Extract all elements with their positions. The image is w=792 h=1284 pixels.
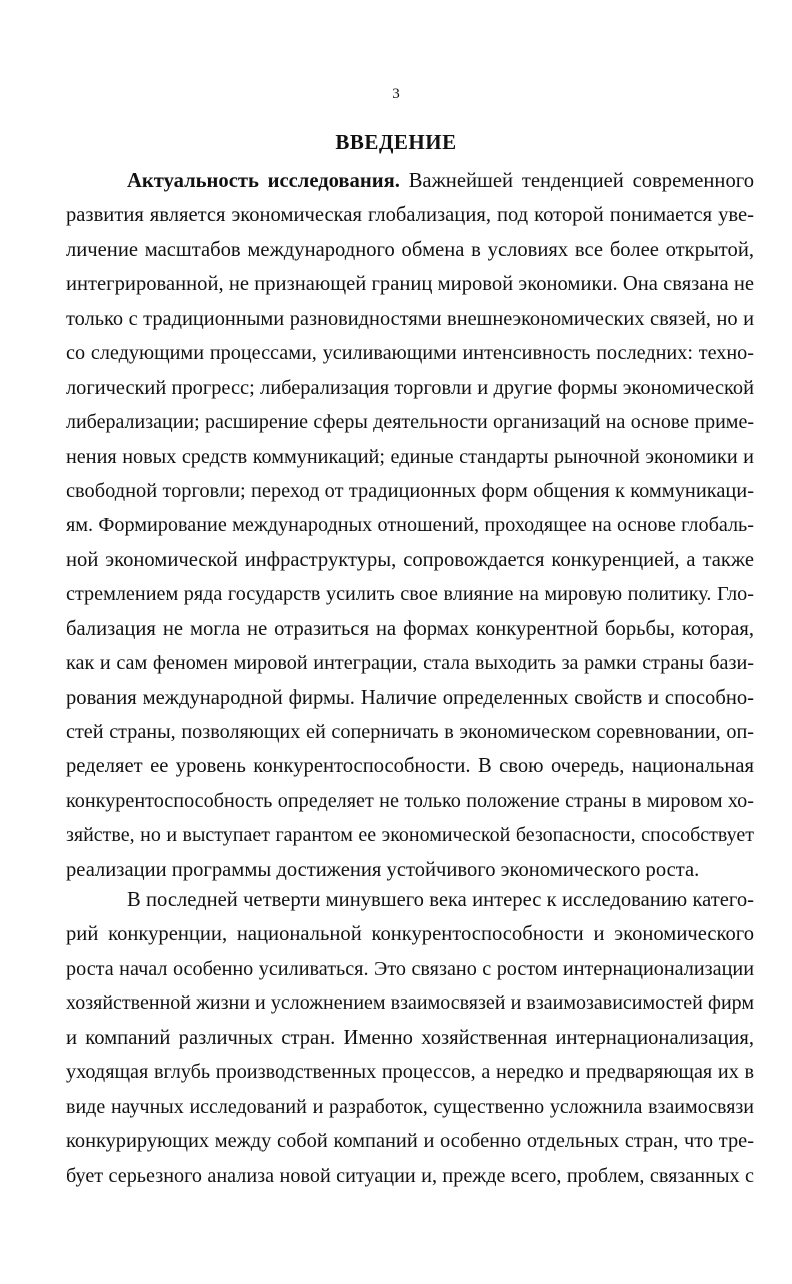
paragraph-line: логический прогресс; либерализация торговли и другие формы экономической: [66, 376, 754, 399]
paragraph-line: ной экономической инфраструктуры, сопровождается конкуренцией, а также: [66, 548, 754, 571]
paragraph-line: рования международной фирмы. Наличие определенных свойств и способно-: [66, 686, 754, 709]
paragraph-line: виде научных исследований и разработок, существенно усложнила взаимосвязи: [66, 1095, 754, 1118]
paragraph-line: В последней четверти минувшего века интерес к исследованию катего-: [127, 889, 754, 911]
paragraph-line: нения новых средств коммуникаций; единые стандарты рыночной экономики и: [66, 445, 754, 468]
paragraph-line: реализации программы достижения устойчивого экономического роста.: [66, 858, 700, 881]
page-number: 3: [392, 86, 400, 102]
paragraph-line: развития является экономическая глобализация, под которой понимается уве-: [66, 204, 754, 227]
section-heading: ВВЕДЕНИЕ: [335, 130, 457, 154]
paragraph-line: стей страны, позволяющих ей соперничать в экономическом соревновании, оп-: [66, 721, 754, 743]
paragraph-line: интегрированной, не признающей границ мировой экономики. Она связана не: [66, 273, 754, 296]
paragraph-line: и компаний различных стран. Именно хозяйственная интернационализация,: [66, 1026, 754, 1049]
paragraph-line: только с традиционными разновидностями внешнеэкономических связей, но и: [66, 307, 754, 330]
paragraph-line: бализация не могла не отразиться на формах конкурентной борьбы, которая,: [66, 617, 754, 640]
paragraph-line: зяйстве, но и выступает гарантом ее экономической безопасности, способствует: [66, 824, 754, 847]
paragraph-line: со следующими процессами, усиливающими интенсивность последних: техно-: [66, 342, 754, 365]
paragraph-line: уходящая вглубь производственных процессов, а нередко и предваряющая их в: [66, 1061, 754, 1084]
paragraph-line: хозяйственной жизни и усложнением взаимосвязей и взаимозависимостей фирм: [66, 992, 754, 1015]
paragraph-line: либерализации; расширение сферы деятельности организаций на основе приме-: [66, 411, 754, 434]
paragraph-line: ям. Формирование международных отношений, проходящее на основе глобаль-: [66, 514, 754, 537]
paragraph-line: личение масштабов международного обмена в условиях все более открытой,: [66, 238, 754, 261]
paragraph-line: как и сам феномен мировой интеграции, стала выходить за рамки страны бази-: [66, 652, 754, 675]
paragraph-relevance: [66, 164, 754, 887]
paragraph-line: стремлением ряда государств усилить свое влияние на мировую политику. Гло-: [66, 583, 754, 606]
paragraph-line: рий конкуренции, национальной конкурентоспособности и экономического: [66, 923, 754, 946]
paragraph-line: бует серьезного анализа новой ситуации и, прежде всего, проблем, связанных с: [66, 1164, 754, 1187]
paragraph-line: ределяет ее уровень конкурентоспособности. В свою очередь, национальная: [66, 755, 754, 778]
paragraph-line: [66, 164, 754, 198]
line-text: Важнейшей тенденцией современного: [399, 170, 754, 192]
paragraph-line: свободной торговли; переход от традиционных форм общения к коммуникаци-: [66, 479, 754, 502]
paragraph-line: конкурирующих между собой компаний и особенно отдельных стран, что тре-: [66, 1130, 754, 1153]
paragraph-history: [66, 883, 754, 1193]
paragraph-line: конкурентоспособность определяет не только положение страны в мировом хо-: [66, 789, 754, 812]
paragraph-line: роста начал особенно усиливаться. Это связано с ростом интернационализации: [66, 957, 754, 980]
paragraph-lead: Актуальность исследования.: [127, 170, 400, 192]
